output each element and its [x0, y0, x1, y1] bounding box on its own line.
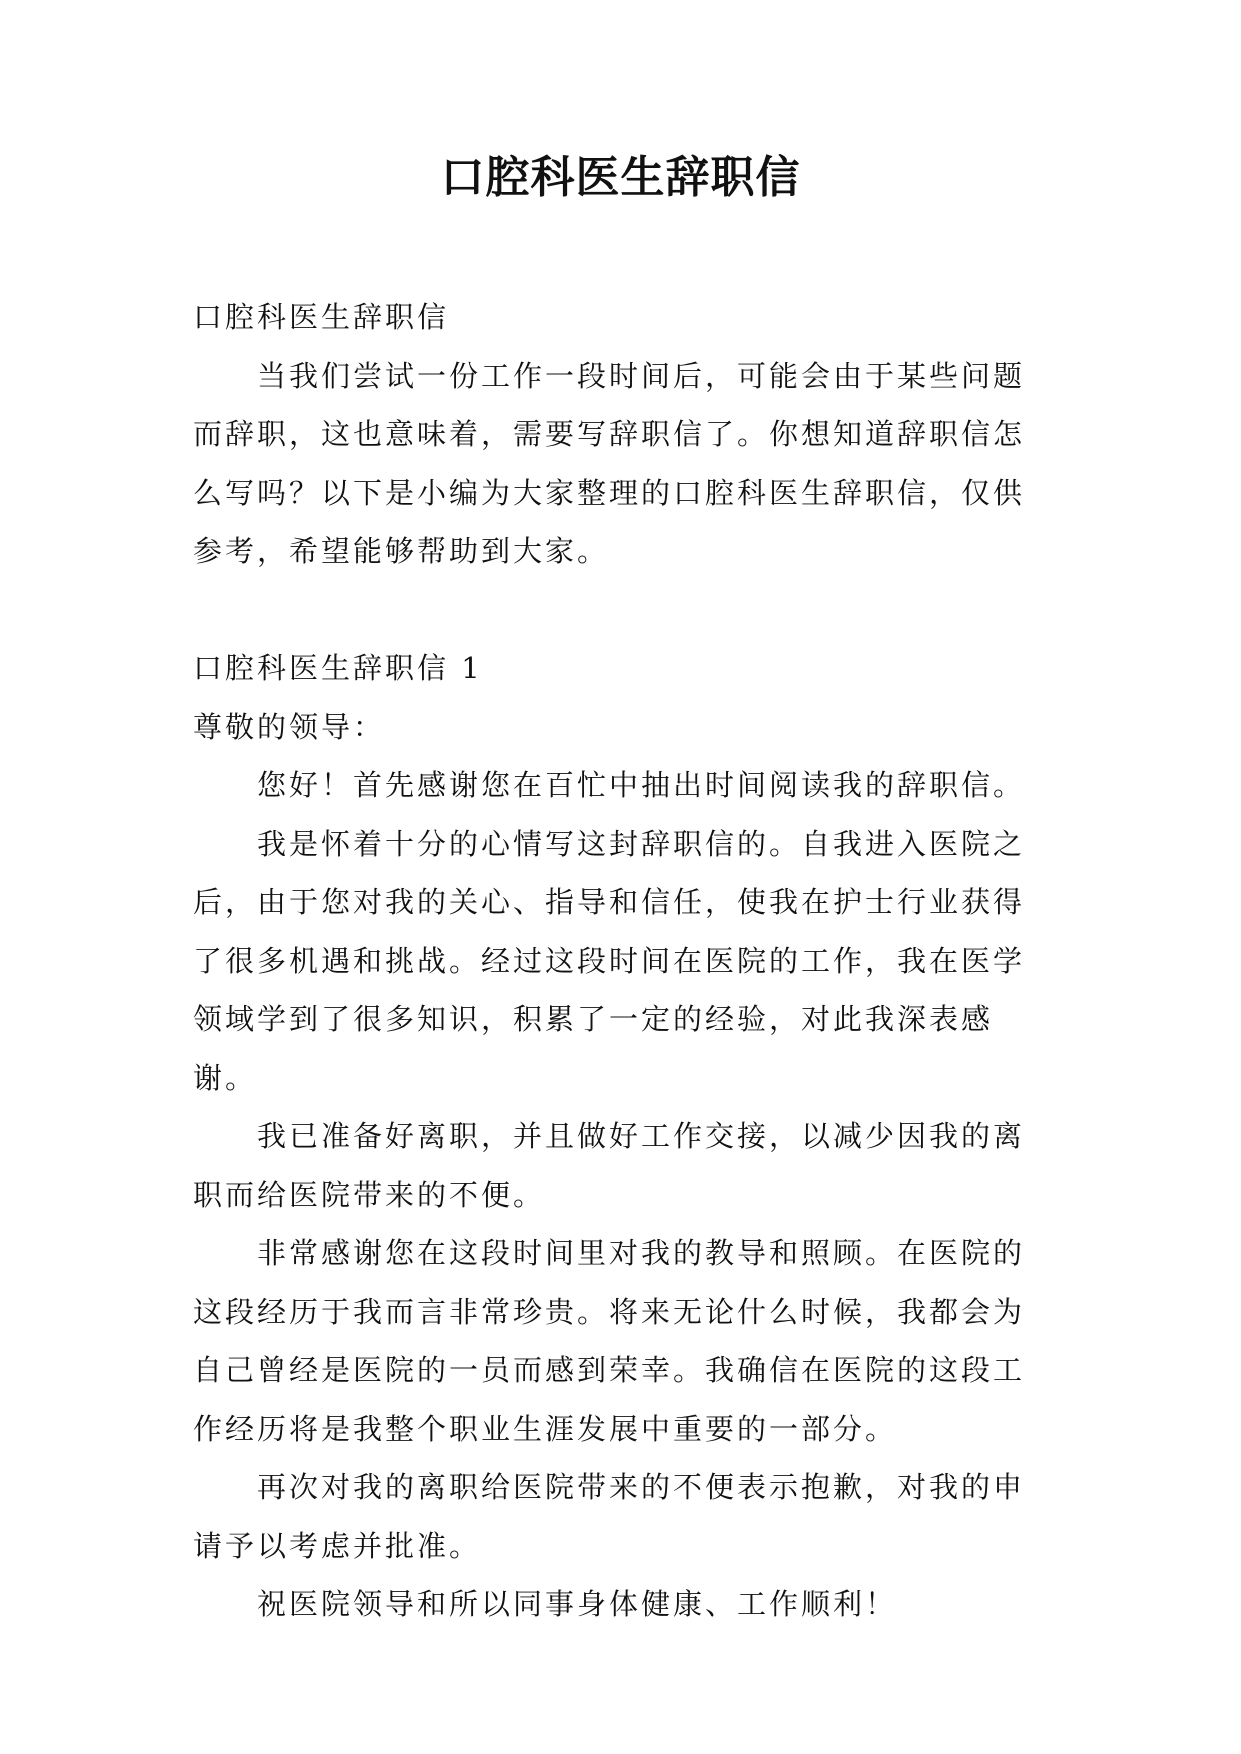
- letter-paragraph: 非常感谢您在这段时间里对我的教导和照顾。在医院的这段经历于我而言非常珍贵。将来无论什么时候，我都会为自己曾经是医院的一员而感到荣幸。我确信在医院的这段工作经历将是我整个职业生涯发展中重要的一部分。: [193, 1236, 1026, 1446]
- letter-heading: 口腔科医生辞职信 1: [193, 651, 483, 685]
- subtitle: 口腔科医生辞职信: [193, 300, 450, 334]
- salutation: 尊敬的领导：: [193, 709, 386, 744]
- document-title: 口腔科医生辞职信: [440, 152, 801, 203]
- intro-paragraph: 当我们尝试一份工作一段时间后，可能会由于某些问题而辞职，这也意味着，需要写辞职信了。你想知道辞职信怎么写吗？以下是小编为大家整理的口腔科医生辞职信，仅供参考，希望能够帮助到大家。: [193, 358, 1026, 568]
- letter-paragraph: 再次对我的离职给医院带来的不便表示抱歉，对我的申请予以考虑并批准。: [193, 1470, 1026, 1563]
- letter-paragraph: 我是怀着十分的心情写这封辞职信的。自我进入医院之后，由于您对我的关心、指导和信任，使我在护士行业获得了很多机遇和挑战。经过这段时间在医院的工作，我在医学领域学到了很多知识，积累了一定的经验，对此我深表感谢。: [193, 826, 1026, 1095]
- letter-paragraph: 您好！首先感谢您在百忙中抽出时间阅读我的辞职信。: [257, 768, 1026, 802]
- document-body: [193, 288, 1055, 1634]
- letter-paragraph: 祝医院领导和所以同事身体健康、工作顺利！: [257, 1587, 898, 1621]
- blank-line: [193, 581, 1055, 640]
- letter-paragraph: 我已准备好离职，并且做好工作交接，以减少因我的离职而给医院带来的不便。: [193, 1119, 1026, 1212]
